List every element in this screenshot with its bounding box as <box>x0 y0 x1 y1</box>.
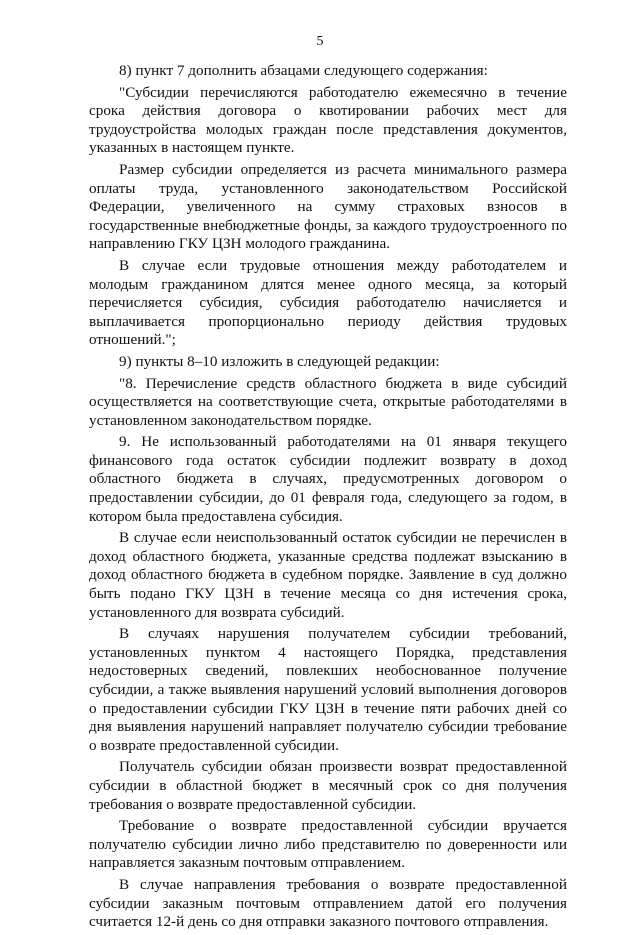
paragraph: "8. Перечисление средств областного бюджета в виде субсидий осуществляется на соответствующие счета, открытые работодателями в установленном законодательством порядке. <box>89 374 567 429</box>
paragraph: Получатель субсидии обязан произвести возврат предоставленной субсидии в областной бюджет в месячный срок со дня получения требования о возврате предоставленной субсидии. <box>89 758 567 813</box>
paragraph: В случае если неиспользованный остаток субсидии не перечислен в доход областного бюджета, указанные средства подлежат взысканию в доход областного бюджета в судебном порядке. Заявление в суд должно быть подано ГКУ ЦЗН в течение месяца со дня истечения срока, установленного для возврата субсидий. <box>89 529 567 621</box>
paragraph: Размер субсидии определяется из расчета минимального размера оплаты труда, установленного законодательством Российской Федерации, увеличенного на сумму страховых взносов в государственные внебюджетные фонды, за каждого трудоустроенного по направлению ГКУ ЦЗН молодого гражданина. <box>89 160 567 253</box>
paragraph: В случаях нарушения получателем субсидии требований, установленных пунктом 4 настоящего Порядка, представления недостоверных сведений, повлекших необоснованное получение субсидии, а также выявления нарушений условий выполнения договоров о предоставлении субсидии ГКУ ЦЗН в течение пяти рабочих дней со дня выявления нарушений направляет получателю субсидии требование о возврате предоставленной субсидии. <box>89 625 567 754</box>
paragraph: 8) пункт 7 дополнить абзацами следующего содержания: <box>119 62 488 79</box>
paragraph: Требование о возврате предоставленной субсидии вручается получателю субсидии лично либо представителю по доверенности или направляется заказным почтовым отправлением. <box>89 817 567 872</box>
paragraph: 9) пункты 8–10 изложить в следующей редакции: <box>119 352 440 370</box>
paragraph: В случае направления требования о возврате предоставленной субсидии заказным почтовым отправлением датой его получения считается 12-й день со дня отправки заказного почтового отправления. <box>89 875 567 931</box>
paragraph: В случае если трудовые отношения между работодателем и молодым гражданином длятся менее одного месяца, за который перечисляется субсидия, субсидия работодателю начисляется и выплачивается пропорционально периоду действия трудовых отношений."; <box>89 256 567 349</box>
paragraph: "Субсидии перечисляются работодателю ежемесячно в течение срока действия договора о квотировании рабочих мест для трудоустройства молодых граждан после представления документов, указанных в настоящем пункте. <box>89 83 567 157</box>
paragraph: 9. Не использованный работодателями на 01 января текущего финансового года остаток субсидии подлежит возврату в доход областного бюджета в случаях, предусмотренных договором о предоставлении субсидии, до 01 февраля года, следующего за годом, в котором была предоставлена субсидия. <box>89 433 567 525</box>
page-number: 5 <box>316 34 324 49</box>
document-body <box>89 62 567 935</box>
